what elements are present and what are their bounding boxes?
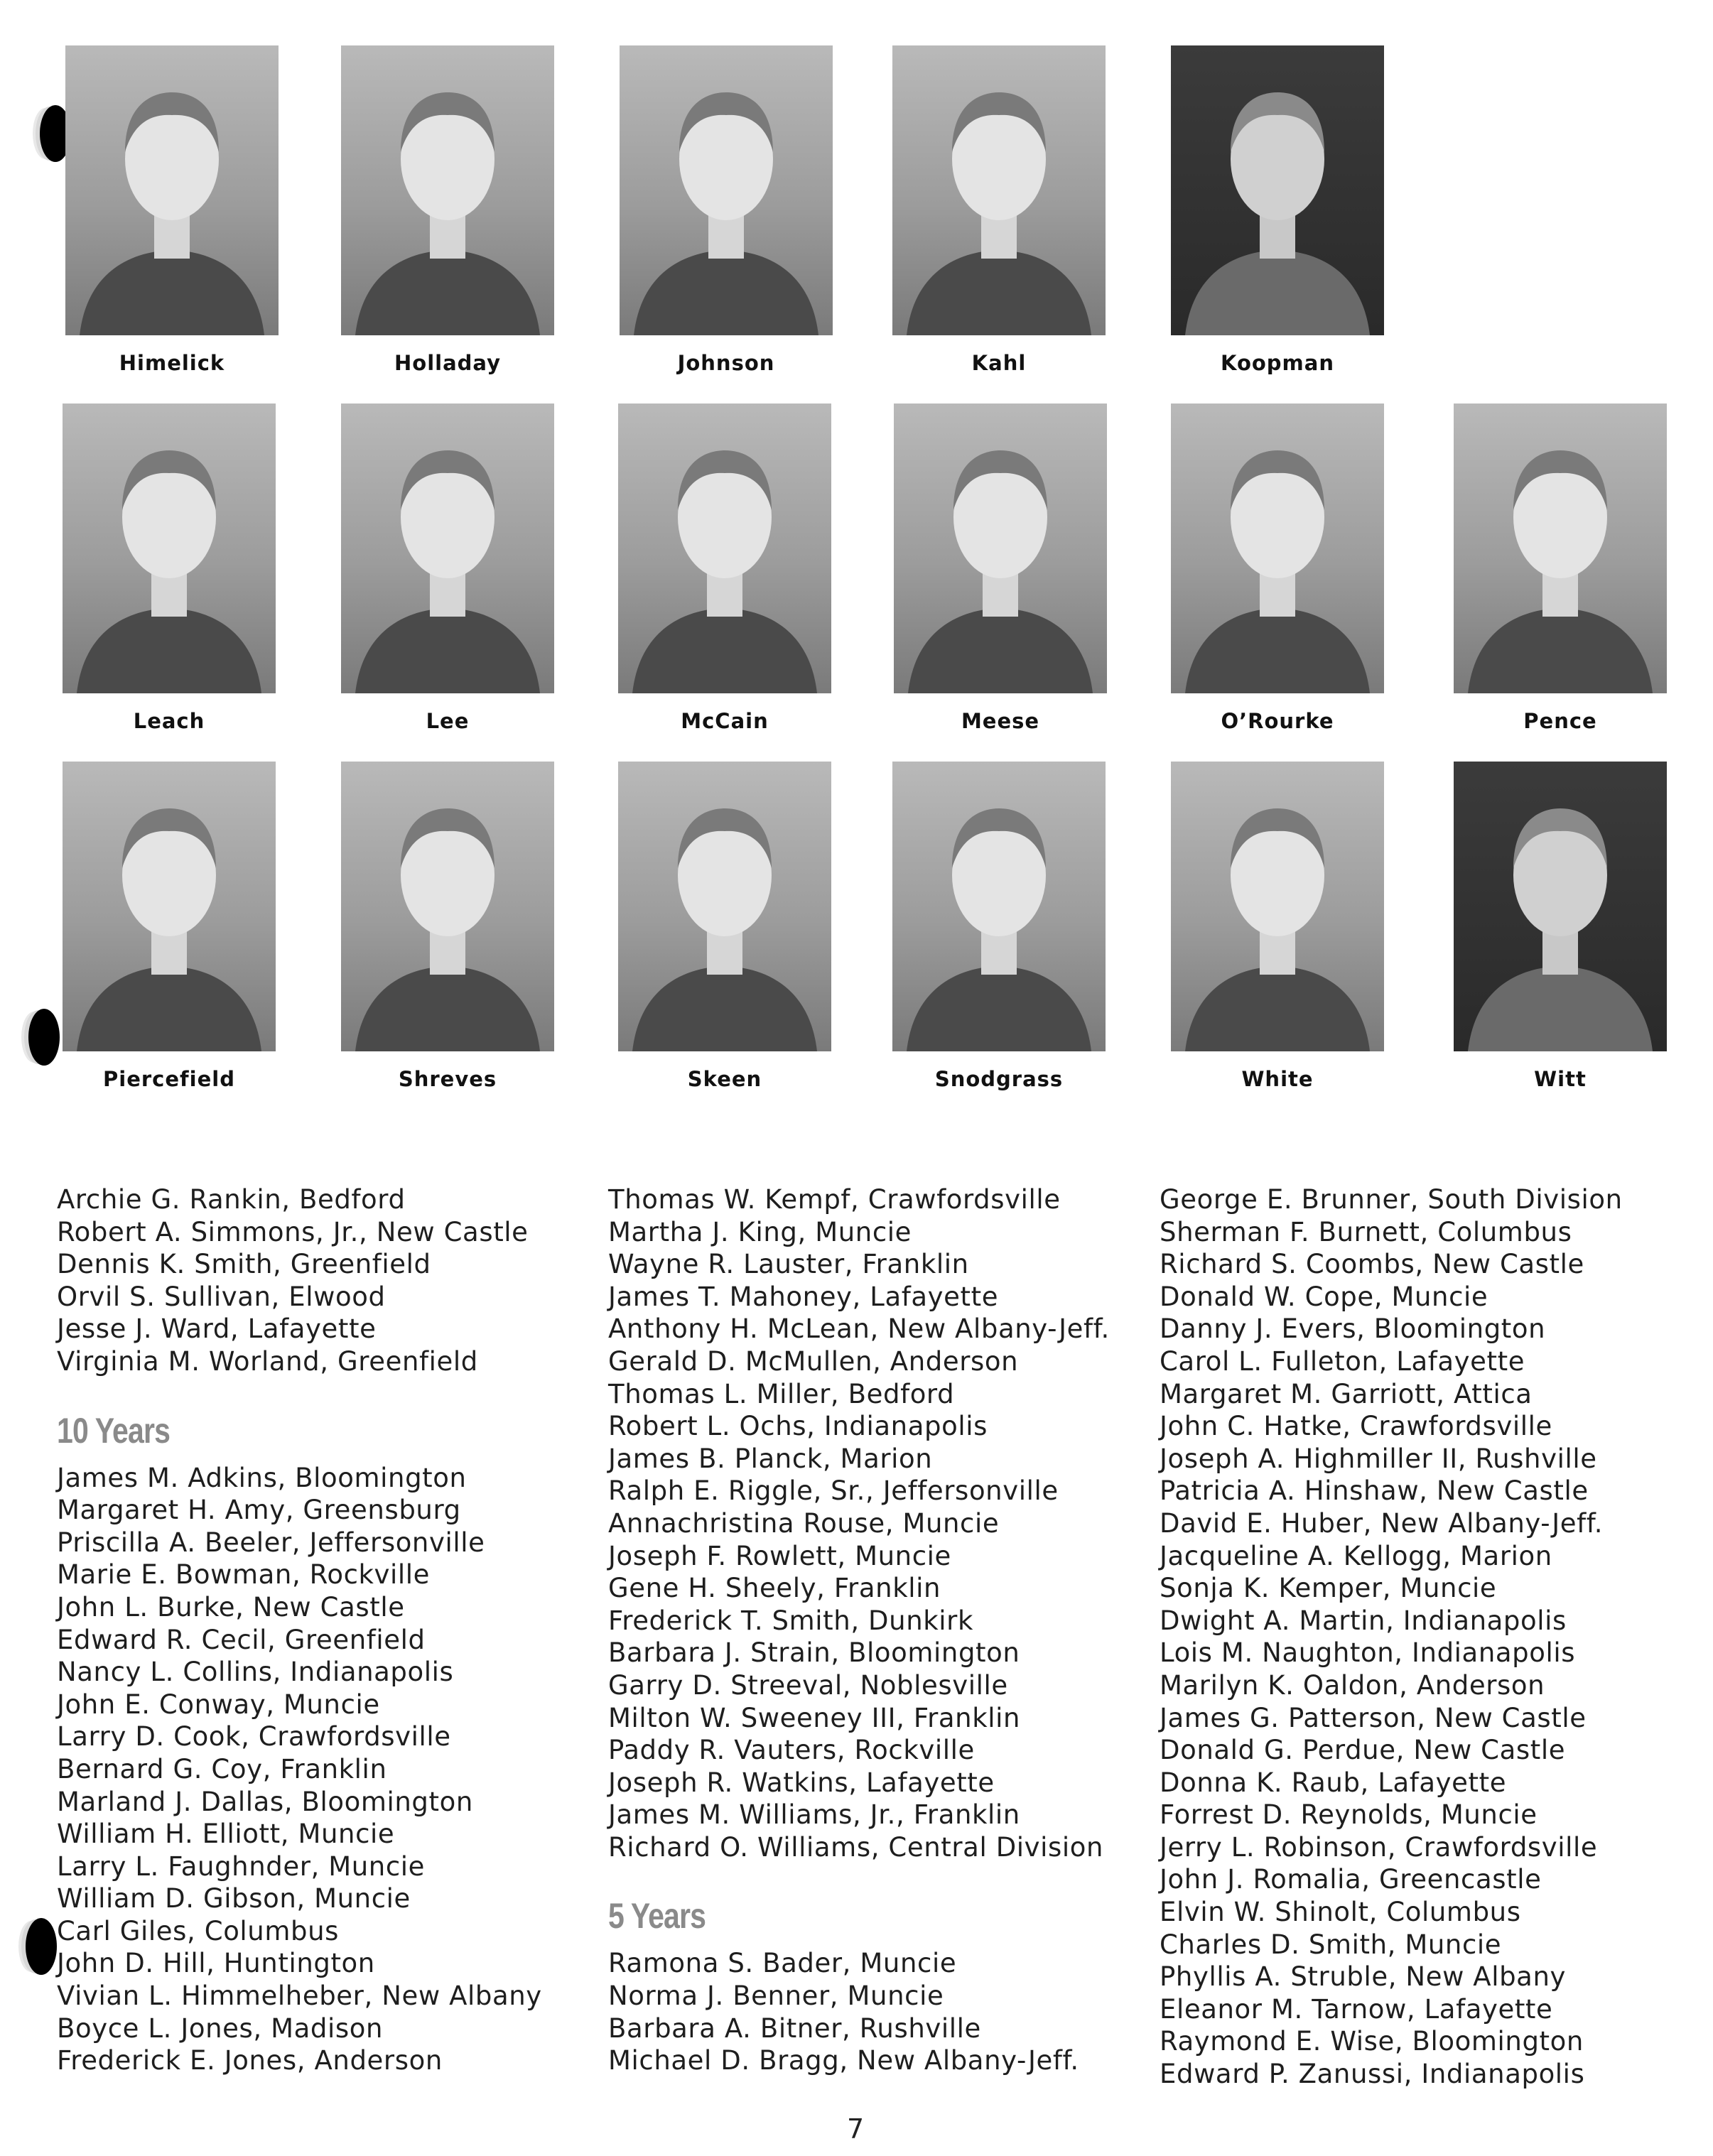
name-entry: Robert A. Simmons, Jr., New Castle xyxy=(57,1216,529,1247)
name-entry: John E. Conway, Muncie xyxy=(57,1689,380,1720)
portrait-silhouette xyxy=(618,403,831,693)
portrait-silhouette xyxy=(1171,403,1384,693)
name-entry: Larry D. Cook, Crawfordsville xyxy=(57,1721,451,1753)
portrait-photo xyxy=(1171,45,1384,335)
name-entry: James G. Patterson, New Castle xyxy=(1160,1702,1587,1733)
name-entry: Joseph A. Highmiller II, Rushville xyxy=(1160,1443,1597,1474)
name-entry: Edward R. Cecil, Greenfield xyxy=(57,1624,426,1655)
name-entry: Lois M. Naughton, Indianapolis xyxy=(1160,1637,1576,1669)
name-list xyxy=(57,1462,542,2077)
portrait-photo xyxy=(341,45,554,335)
name-entry: Marie E. Bowman, Rockville xyxy=(57,1559,431,1591)
portrait xyxy=(618,762,831,1091)
name-column-3 xyxy=(1160,1183,1623,2091)
name-entry: Gerald D. McMullen, Anderson xyxy=(608,1345,1019,1377)
name-entry: David E. Huber, New Albany-Jeff. xyxy=(1160,1507,1604,1539)
binder-hole-bottom xyxy=(26,1918,57,1975)
portrait-caption: Kahl xyxy=(971,351,1027,375)
section-heading-5-years: 5 Years xyxy=(608,1896,706,1936)
section-heading-10-years: 10 Years xyxy=(57,1410,171,1451)
portrait xyxy=(892,45,1106,375)
page-number: 7 xyxy=(847,2113,865,2145)
name-entry: Ralph E. Riggle, Sr., Jeffersonville xyxy=(608,1475,1059,1507)
name-entry: Thomas L. Miller, Bedford xyxy=(608,1378,955,1409)
portrait-row-3 xyxy=(0,762,1713,1117)
name-entry: Marilyn K. Oaldon, Anderson xyxy=(1160,1669,1545,1701)
portrait-photo xyxy=(1454,762,1667,1051)
portrait-caption: Meese xyxy=(961,709,1040,733)
name-entry: Paddy R. Vauters, Rockville xyxy=(608,1735,975,1766)
portrait-photo xyxy=(63,403,276,693)
portrait-caption: Lee xyxy=(426,709,470,733)
name-entry: Danny J. Evers, Bloomington xyxy=(1160,1313,1546,1345)
name-entry: Vivian L. Himmelheber, New Albany xyxy=(57,1981,542,2012)
portrait-photo xyxy=(63,762,276,1051)
name-entry: Richard S. Coombs, New Castle xyxy=(1160,1249,1584,1280)
name-entry: Elvin W. Shinolt, Columbus xyxy=(1160,1897,1521,1928)
name-entry: Carol L. Fulleton, Lafayette xyxy=(1160,1345,1525,1377)
name-entry: Virginia M. Worland, Greenfield xyxy=(57,1345,478,1377)
portrait-silhouette xyxy=(63,403,276,693)
name-entry: Michael D. Bragg, New Albany-Jeff. xyxy=(608,2045,1079,2076)
portrait-silhouette xyxy=(341,762,554,1051)
name-entry: John J. Romalia, Greencastle xyxy=(1160,1864,1542,1895)
name-entry: Patricia A. Hinshaw, New Castle xyxy=(1160,1475,1589,1507)
name-entry: Donna K. Raub, Lafayette xyxy=(1160,1767,1507,1798)
name-entry: Frederick E. Jones, Anderson xyxy=(57,2045,443,2076)
name-entry: Donald G. Perdue, New Castle xyxy=(1160,1735,1566,1766)
name-list xyxy=(57,1183,542,1378)
portrait-caption: Leach xyxy=(133,709,205,733)
name-entry: Jesse J. Ward, Lafayette xyxy=(57,1313,377,1345)
name-entry: Dwight A. Martin, Indianapolis xyxy=(1160,1605,1567,1636)
portrait-silhouette xyxy=(1171,762,1384,1051)
name-entry: Boyce L. Jones, Madison xyxy=(57,2013,384,2044)
name-entry: Joseph F. Rowlett, Muncie xyxy=(608,1540,951,1571)
portrait-caption: Skeen xyxy=(687,1067,762,1091)
portrait-silhouette xyxy=(63,762,276,1051)
name-entry: Joseph R. Watkins, Lafayette xyxy=(608,1767,995,1798)
name-entry: Robert L. Ochs, Indianapolis xyxy=(608,1411,988,1442)
portrait-caption: Witt xyxy=(1534,1067,1587,1091)
name-entry: James B. Planck, Marion xyxy=(608,1443,933,1474)
portrait-silhouette xyxy=(1171,45,1384,335)
portrait xyxy=(63,403,276,733)
name-list xyxy=(608,1947,1110,2076)
portrait xyxy=(894,403,1107,733)
name-column-1 xyxy=(57,1183,542,2077)
name-entry: Dennis K. Smith, Greenfield xyxy=(57,1249,431,1280)
name-entry: Bernard G. Coy, Franklin xyxy=(57,1753,387,1784)
name-entry: Anthony H. McLean, New Albany-Jeff. xyxy=(608,1313,1110,1345)
portrait-silhouette xyxy=(1454,403,1667,693)
portrait-silhouette xyxy=(620,45,833,335)
portrait xyxy=(1171,762,1384,1091)
portrait-caption: Johnson xyxy=(677,351,775,375)
portrait-caption: McCain xyxy=(681,709,769,733)
name-entry: Charles D. Smith, Muncie xyxy=(1160,1929,1502,1960)
name-entry: Donald W. Cope, Muncie xyxy=(1160,1281,1488,1312)
name-entry: Frederick T. Smith, Dunkirk xyxy=(608,1605,973,1636)
name-entry: Jacqueline A. Kellogg, Marion xyxy=(1160,1540,1552,1571)
name-entry: Phyllis A. Struble, New Albany xyxy=(1160,1961,1566,1993)
portrait-row-1 xyxy=(0,45,1713,401)
portrait-caption: Snodgrass xyxy=(934,1067,1064,1091)
portrait-caption: Piercefield xyxy=(103,1067,235,1091)
name-entry: Marland J. Dallas, Bloomington xyxy=(57,1786,473,1817)
name-entry: Eleanor M. Tarnow, Lafayette xyxy=(1160,1993,1553,2025)
name-entry: Orvil S. Sullivan, Elwood xyxy=(57,1281,386,1312)
portrait-row-2 xyxy=(0,403,1713,759)
name-entry: Martha J. King, Muncie xyxy=(608,1216,912,1247)
name-column-2 xyxy=(608,1183,1110,2077)
name-entry: Raymond E. Wise, Bloomington xyxy=(1160,2026,1584,2057)
portrait-silhouette xyxy=(894,403,1107,693)
name-entry: Archie G. Rankin, Bedford xyxy=(57,1184,406,1215)
portrait-caption: White xyxy=(1241,1067,1314,1091)
name-list xyxy=(608,1183,1110,1863)
name-entry: Garry D. Streeval, Noblesville xyxy=(608,1669,1008,1701)
name-entry: Margaret H. Amy, Greensburg xyxy=(57,1495,461,1526)
portrait xyxy=(618,403,831,733)
name-entry: Carl Giles, Columbus xyxy=(57,1915,340,1946)
name-entry: Larry L. Faughnder, Muncie xyxy=(57,1851,426,1882)
portrait xyxy=(1171,45,1384,375)
name-entry: Wayne R. Lauster, Franklin xyxy=(608,1249,969,1280)
name-entry: William D. Gibson, Muncie xyxy=(57,1883,411,1914)
name-entry: James M. Adkins, Bloomington xyxy=(57,1462,467,1493)
portrait-caption: O’Rourke xyxy=(1221,709,1334,733)
portrait xyxy=(620,45,833,375)
name-entry: Gene H. Sheely, Franklin xyxy=(608,1573,941,1604)
name-entry: Edward P. Zanussi, Indianapolis xyxy=(1160,2059,1585,2090)
portrait-photo xyxy=(341,762,554,1051)
name-entry: James T. Mahoney, Lafayette xyxy=(608,1281,999,1312)
portrait-caption: Himelick xyxy=(119,351,225,375)
name-entry: Jerry L. Robinson, Crawfordsville xyxy=(1160,1831,1598,1863)
portrait-caption: Holladay xyxy=(394,351,501,375)
name-entry: Margaret M. Garriott, Attica xyxy=(1160,1378,1533,1409)
portrait-silhouette xyxy=(341,45,554,335)
portrait xyxy=(341,45,554,375)
name-entry: John C. Hatke, Crawfordsville xyxy=(1160,1411,1552,1442)
name-entry: John L. Burke, New Castle xyxy=(57,1591,405,1623)
portrait-photo xyxy=(620,45,833,335)
portrait-photo xyxy=(1171,762,1384,1051)
portrait xyxy=(341,403,554,733)
portrait-photo xyxy=(894,403,1107,693)
portrait xyxy=(1454,403,1667,733)
portrait-caption: Koopman xyxy=(1220,351,1334,375)
portrait xyxy=(892,762,1106,1091)
name-list xyxy=(1160,1183,1623,2091)
name-entry: Barbara A. Bitner, Rushville xyxy=(608,2013,981,2044)
portrait xyxy=(1454,762,1667,1091)
name-entry: James M. Williams, Jr., Franklin xyxy=(608,1799,1020,1831)
portrait-photo xyxy=(1454,403,1667,693)
portrait xyxy=(1171,403,1384,733)
portrait-photo xyxy=(618,403,831,693)
name-entry: Sherman F. Burnett, Columbus xyxy=(1160,1216,1572,1247)
name-entry: Norma J. Benner, Muncie xyxy=(608,1981,944,2012)
portrait-photo xyxy=(65,45,279,335)
portrait-silhouette xyxy=(892,45,1106,335)
portrait-photo xyxy=(341,403,554,693)
name-entry: William H. Elliott, Muncie xyxy=(57,1819,395,1850)
portrait-photo xyxy=(892,45,1106,335)
name-entry: Priscilla A. Beeler, Jeffersonville xyxy=(57,1527,485,1558)
portrait-caption: Shreves xyxy=(398,1067,497,1091)
name-entry: Ramona S. Bader, Muncie xyxy=(608,1948,957,1979)
name-entry: Milton W. Sweeney III, Franklin xyxy=(608,1702,1021,1733)
portrait xyxy=(63,762,276,1091)
name-entry: John D. Hill, Huntington xyxy=(57,1948,375,1979)
name-entry: Thomas W. Kempf, Crawfordsville xyxy=(608,1184,1061,1215)
portrait-silhouette xyxy=(341,403,554,693)
portrait-photo xyxy=(1171,403,1384,693)
name-entry: Forrest D. Reynolds, Muncie xyxy=(1160,1799,1538,1831)
name-entry: Richard O. Williams, Central Division xyxy=(608,1831,1104,1863)
name-entry: Sonja K. Kemper, Muncie xyxy=(1160,1573,1497,1604)
portrait-photo xyxy=(892,762,1106,1051)
portrait-silhouette xyxy=(892,762,1106,1051)
portrait-photo xyxy=(618,762,831,1051)
name-entry: George E. Brunner, South Division xyxy=(1160,1184,1623,1215)
name-entry: Barbara J. Strain, Bloomington xyxy=(608,1637,1020,1669)
portrait-silhouette xyxy=(65,45,279,335)
portrait-silhouette xyxy=(618,762,831,1051)
name-entry: Nancy L. Collins, Indianapolis xyxy=(57,1657,454,1688)
name-entry: Annachristina Rouse, Muncie xyxy=(608,1507,1000,1539)
portrait-caption: Pence xyxy=(1523,709,1597,733)
portrait xyxy=(65,45,279,375)
portrait xyxy=(341,762,554,1091)
portrait-silhouette xyxy=(1454,762,1667,1051)
